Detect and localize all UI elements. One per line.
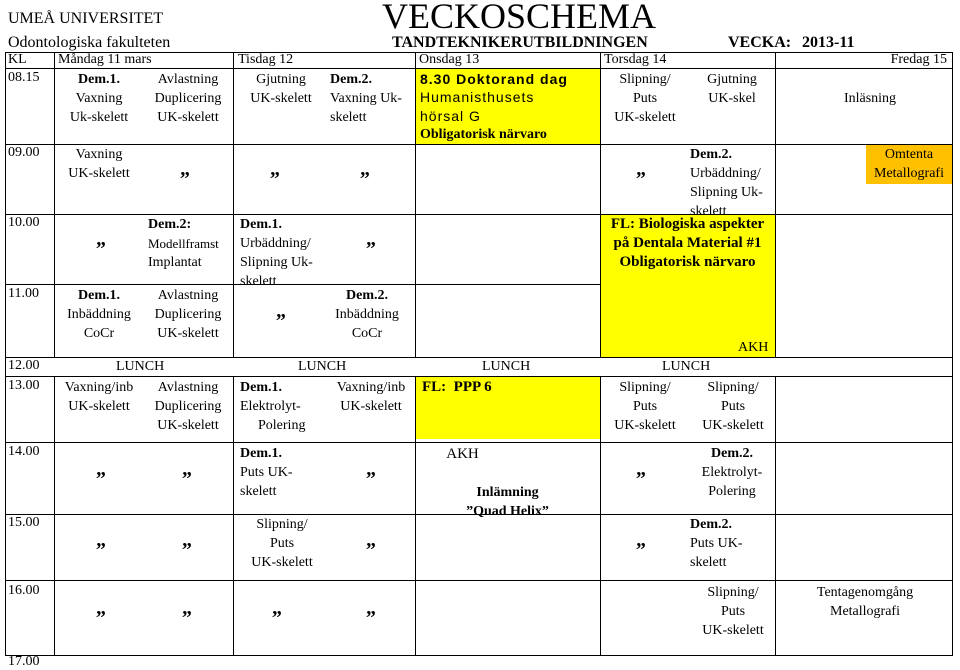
cell-wed-1300: FL: PPP 6 xyxy=(422,379,492,395)
cell-line: Puts xyxy=(720,604,746,619)
cell-line: Puts xyxy=(269,536,295,551)
cell-line: Gjutning xyxy=(707,72,757,87)
wed-akh: AKH xyxy=(446,446,479,462)
cell-line: Vaxning/inb xyxy=(336,380,406,395)
cell-line: Slipning/ xyxy=(619,380,671,395)
cell-line: UK-skelett xyxy=(340,399,402,414)
cell-line: UK-skelett xyxy=(614,418,676,433)
cell-line: Slipning Uk- xyxy=(240,255,313,270)
ditto-mark: „ xyxy=(366,458,376,480)
cell-line: Dem.2. xyxy=(690,147,732,162)
cell-thu-1600 xyxy=(688,583,778,640)
program-name: TANDTEKNIKERUTBILDNINGEN xyxy=(392,34,648,51)
cell-mon-1100-a xyxy=(54,286,144,343)
cell-mon-0815-b xyxy=(142,70,234,127)
cell-line: Slipning/ xyxy=(256,517,308,532)
cell-line: Puts xyxy=(632,91,658,106)
cell-fri-1500 xyxy=(690,515,774,572)
lunch-label: LUNCH xyxy=(298,359,347,374)
cell-line: Dem.2. xyxy=(690,517,732,532)
cell-line: Vaxning Uk- xyxy=(330,91,402,106)
time-1200: 12.00 xyxy=(8,358,40,373)
time-1700: 17.00 xyxy=(8,654,40,669)
cell-line: Gjutning xyxy=(256,72,306,87)
cell-line: CoCr xyxy=(83,326,115,341)
cell-line: Slipning Uk- xyxy=(690,185,763,200)
cell-tue-1000-dem xyxy=(240,215,330,291)
cell-line: Uk-skelett xyxy=(69,110,129,125)
cell-fri-1600 xyxy=(790,583,940,621)
cell-thu-fl xyxy=(600,215,775,272)
cell-line: Dem.1. xyxy=(78,72,120,87)
cell-tue-1100-dem xyxy=(320,286,414,343)
cell-fri-omtenta xyxy=(866,145,952,183)
time-0815: 08.15 xyxy=(8,70,40,85)
cell-line: FL: Biologiska aspekter xyxy=(610,216,765,232)
akh-label: AKH xyxy=(738,340,769,355)
cell-line: Duplicering xyxy=(154,399,222,414)
cell-line: Slipning/ xyxy=(619,72,671,87)
cell-line: Modellframst xyxy=(148,236,219,251)
cell-line: Obligatorisk närvaro xyxy=(420,127,547,142)
week-value: 2013-11 xyxy=(802,34,855,51)
ditto-mark: „ xyxy=(366,228,376,250)
ditto-mark: „ xyxy=(636,529,646,551)
cell-mon-1000-dem xyxy=(148,215,232,272)
cell-line: Duplicering xyxy=(154,91,222,106)
cell-line: Elektrolyt- xyxy=(701,465,763,480)
time-1600: 16.00 xyxy=(8,583,40,598)
cell-tue-1400 xyxy=(240,444,330,501)
lunch-label: LUNCH xyxy=(482,359,531,374)
day-tuesday: Tisdag 12 xyxy=(238,52,294,67)
cell-thu-1300 xyxy=(600,378,690,435)
cell-thu-0900-dem xyxy=(690,145,774,221)
cell-line: Puts UK- xyxy=(240,465,293,480)
cell-line: UK-skelett xyxy=(702,623,764,638)
cell-line: Metallografi xyxy=(874,166,944,181)
cell-tue-1300-a xyxy=(240,378,330,435)
cell-line: Dem.1. xyxy=(240,380,282,395)
cell-thu-0815 xyxy=(600,70,690,127)
cell-line: Slipning/ xyxy=(707,380,759,395)
ditto-mark: „ xyxy=(96,597,106,619)
cell-tue-0815-a xyxy=(236,70,326,108)
cell-line: ”Quad Helix” xyxy=(466,504,549,519)
ditto-mark: „ xyxy=(636,158,646,180)
ditto-mark: „ xyxy=(182,458,192,480)
ditto-mark: „ xyxy=(180,158,190,180)
cell-fri-0815-a xyxy=(690,70,774,108)
cell-fri-0815-b: Inläsning xyxy=(843,91,897,106)
cell-line: Puts UK- xyxy=(690,536,743,551)
cell-line: skelett xyxy=(330,110,367,125)
cell-line: skelett xyxy=(240,274,277,289)
cell-line: UK-skelett xyxy=(68,166,130,181)
cell-line: Vaxning/inb xyxy=(64,380,134,395)
cell-line: Puts xyxy=(720,399,746,414)
cell-line: Dem.1. xyxy=(240,446,282,461)
cell-mon-1300-a xyxy=(54,378,144,416)
day-monday: Måndag 11 mars xyxy=(58,52,152,67)
cell-tue-0815-b xyxy=(330,70,414,127)
cell-line: Slipning/ xyxy=(707,585,759,600)
cell-line: skelett xyxy=(240,484,277,499)
ditto-mark: „ xyxy=(360,158,370,180)
cell-line: CoCr xyxy=(351,326,383,341)
cell-line: Polering xyxy=(708,484,756,499)
cell-line: Dem.1. xyxy=(78,288,120,303)
day-thursday: Torsdag 14 xyxy=(604,52,667,67)
cell-line: på Dentala Material #1 xyxy=(613,235,762,251)
time-1400: 14.00 xyxy=(8,444,40,459)
ditto-mark: „ xyxy=(182,597,192,619)
cell-tue-1300-b xyxy=(326,378,416,416)
cell-line: UK-skelett xyxy=(157,326,219,341)
time-1000: 10.00 xyxy=(8,215,40,230)
cell-line: Inbäddning xyxy=(335,307,399,322)
cell-line: skelett xyxy=(690,204,727,219)
cell-line: Obligatorisk närvaro xyxy=(619,254,756,270)
cell-line: Dem.2. xyxy=(711,446,753,461)
lunch-label: LUNCH xyxy=(116,359,165,374)
cell-line: Humanisthusets xyxy=(420,89,535,105)
cell-line: UK-skelett xyxy=(614,110,676,125)
ditto-mark: „ xyxy=(96,228,106,250)
cell-mon-1300-b xyxy=(142,378,234,435)
cell-line: Polering xyxy=(258,418,306,433)
ditto-mark: „ xyxy=(270,158,280,180)
ditto-mark: „ xyxy=(366,597,376,619)
cell-line: Dem.1. xyxy=(240,217,282,232)
cell-line: UK-skelett xyxy=(250,91,312,106)
cell-fri-1400 xyxy=(690,444,774,501)
time-0900: 09.00 xyxy=(8,145,40,160)
cell-mon-1100-b xyxy=(142,286,234,343)
cell-line: Duplicering xyxy=(154,307,222,322)
lunch-label: LUNCH xyxy=(662,359,711,374)
cell-line: Elektrolyt- xyxy=(240,399,301,414)
cell-line: Puts xyxy=(632,399,658,414)
cell-mon-0815-a xyxy=(54,70,144,127)
cell-line: skelett xyxy=(690,555,727,570)
cell-line: hörsal G xyxy=(420,108,481,124)
page-title: VECKOSCHEMA xyxy=(382,0,657,36)
cell-line: UK-skelett xyxy=(157,110,219,125)
time-1500: 15.00 xyxy=(8,515,40,530)
cell-wed-inlamning xyxy=(415,483,600,521)
cell-line: Omtenta xyxy=(884,147,934,162)
week-label: VECKA: xyxy=(728,34,792,51)
cell-line: 8.30 Doktorand dag xyxy=(420,71,568,87)
faculty-name: Odontologiska fakulteten xyxy=(8,34,171,51)
cell-line: Implantat xyxy=(148,255,202,270)
cell-line: Vaxning xyxy=(75,147,123,162)
cell-mon-0900 xyxy=(54,145,144,183)
cell-line: Inbäddning xyxy=(67,307,131,322)
time-1300: 13.00 xyxy=(8,378,40,393)
ditto-mark: „ xyxy=(366,529,376,551)
ditto-mark: „ xyxy=(272,597,282,619)
cell-line: Urbäddning/ xyxy=(240,236,311,251)
cell-line: Dem.2: xyxy=(148,217,192,232)
cell-line: Urbäddning/ xyxy=(690,166,761,181)
ditto-mark: „ xyxy=(636,458,646,480)
day-friday: Fredag 15 xyxy=(890,52,947,67)
cell-line: Dem.2. xyxy=(346,288,388,303)
cell-line: Inlämning xyxy=(476,485,539,500)
cell-line: UK-skel xyxy=(708,91,756,106)
cell-line: Avlastning xyxy=(157,72,219,87)
cell-wed-0815 xyxy=(420,70,600,144)
cell-line: Metallografi xyxy=(830,604,900,619)
cell-fri-1300 xyxy=(688,378,778,435)
cell-line: Vaxning xyxy=(75,91,123,106)
ditto-mark: „ xyxy=(96,458,106,480)
cell-line: Avlastning xyxy=(157,380,219,395)
university-name: UMEÅ UNIVERSITET xyxy=(8,10,164,27)
ditto-mark: „ xyxy=(96,529,106,551)
kl-header: KL xyxy=(8,52,27,67)
cell-line: Tentagenomgång xyxy=(816,585,914,600)
cell-line: UK-skelett xyxy=(702,418,764,433)
cell-line: UK-skelett xyxy=(157,418,219,433)
ditto-mark: „ xyxy=(276,300,286,322)
cell-line: Avlastning xyxy=(157,288,219,303)
cell-line: UK-skelett xyxy=(68,399,130,414)
day-wednesday: Onsdag 13 xyxy=(419,52,480,67)
time-1100: 11.00 xyxy=(8,286,39,301)
cell-line: Dem.2. xyxy=(330,72,372,87)
ditto-mark: „ xyxy=(182,529,192,551)
cell-tue-1500 xyxy=(236,515,328,572)
cell-line: UK-skelett xyxy=(251,555,313,570)
